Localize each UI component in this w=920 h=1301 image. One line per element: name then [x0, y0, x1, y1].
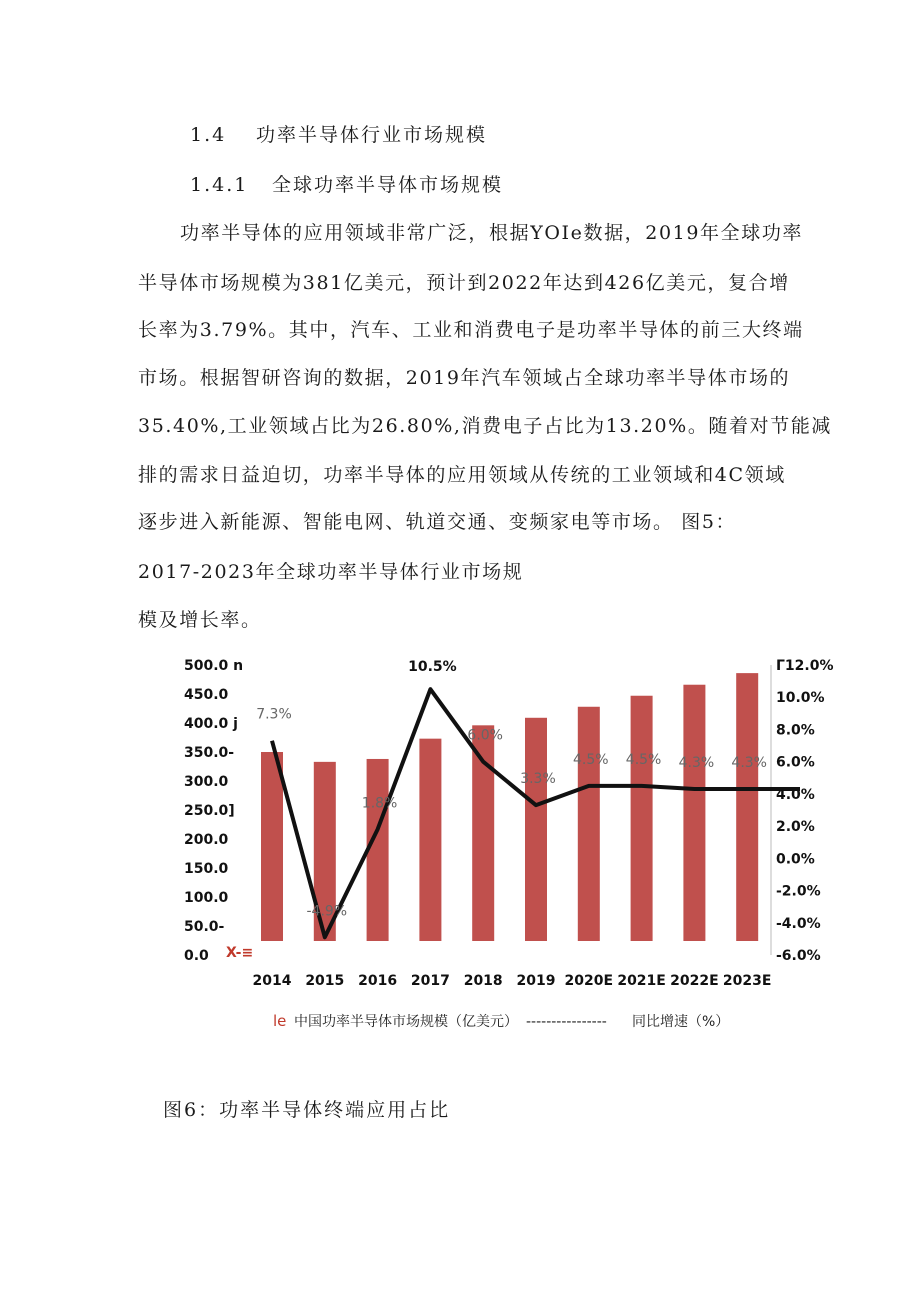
right-tick-label: 0.0% [776, 851, 815, 868]
growth-point-label: -4.9% [306, 903, 348, 920]
left-tick-label: 350.0- [184, 745, 235, 761]
chart-svg [180, 645, 840, 1045]
right-tick-label: -2.0% [776, 883, 821, 900]
paragraph-line: 半导体市场规模为381亿美元，预计到2022年达到426亿美元，复合增 [138, 272, 790, 294]
x-tick-label: 2015 [305, 973, 345, 989]
growth-point-label: 4.5% [573, 751, 609, 768]
left-axis-ticks [184, 658, 243, 964]
bar-2019 [525, 718, 547, 941]
growth-point-label: 1.8% [361, 795, 398, 812]
left-tick-label: 150.0 [184, 861, 229, 877]
growth-point-label: 4.3% [731, 755, 767, 772]
heading-title: 全球功率半导体市场规模 [272, 174, 504, 196]
paragraph-line: 排的需求日益迫切，功率半导体的应用领域从传统的工业领域和4C领域 [138, 464, 786, 486]
heading-number: 1.4.1 [190, 174, 249, 196]
x-tick-label: 2019 [516, 973, 556, 989]
right-tick-label: 8.0% [776, 722, 815, 739]
right-tick-label: -6.0% [776, 948, 821, 964]
right-tick-label: Γ12.0% [776, 658, 834, 674]
left-tick-label: 250.0] [184, 803, 235, 819]
section-heading-1-4 [190, 120, 487, 147]
left-tick-label: 50.0- [184, 919, 225, 935]
left-tick-label: 450.0 [184, 687, 229, 703]
left-tick-label: 0.0 [184, 948, 209, 964]
x-axis-ticks [253, 973, 772, 989]
right-axis-ticks [776, 658, 834, 964]
bar-2023E [736, 673, 758, 941]
paragraph-line: 功率半导体的应用领域非常广泛，根据YOIe数据，2019年全球功率 [180, 222, 804, 244]
right-tick-label: 2.0% [776, 819, 815, 836]
x-tick-label: 2017 [410, 973, 450, 989]
heading-title: 功率半导体行业市场规模 [256, 124, 488, 146]
paragraph-line: 市场。根据智研咨询的数据，2019年汽车领域占全球功率半导体市场的 [138, 367, 791, 389]
section-heading-1-4-1 [190, 170, 503, 197]
x-tick-label: 2020E [564, 973, 614, 989]
x-tick-label: 2023E [722, 973, 772, 989]
chart-legend [273, 1012, 729, 1030]
legend-line-label: 同比增速（%） [632, 1014, 730, 1030]
growth-point-label: 4.3% [678, 755, 715, 772]
x-tick-label: 2014 [252, 973, 292, 989]
bar-2017 [419, 739, 441, 941]
bar-2020E [578, 707, 600, 941]
paragraph-line: 长率为3.79%。其中，汽车、工业和消费电子是功率半导体的前三大终端 [138, 319, 804, 341]
left-tick-label: 200.0 [184, 832, 229, 848]
x-tick-label: 2016 [358, 973, 398, 989]
left-tick-label: 300.0 [184, 774, 229, 790]
growth-point-label: 4.5% [625, 751, 662, 768]
legend-dashes: ---------------- [526, 1014, 607, 1030]
paragraph-line: 35.40%,工业领域占比为26.80%,消费电子占比为13.20%。随着对节能减 [138, 415, 833, 437]
left-tick-label: 500.0 n [184, 658, 244, 674]
growth-point-label: 10.5% [408, 659, 457, 676]
bar-2014 [261, 752, 283, 941]
growth-point-label: 7.3% [256, 706, 292, 723]
left-tick-label: 400.0 j [184, 716, 238, 732]
figure-6-caption: 图6：功率半导体终端应用占比 [163, 1099, 451, 1121]
bar-series [261, 673, 758, 941]
right-tick-label: -4.0% [776, 915, 821, 932]
x-tick-label: 2018 [463, 973, 503, 989]
legend-marker: le [273, 1012, 287, 1030]
paragraph-line: 2017-2023年全球功率半导体行业市场规 [138, 561, 524, 583]
heading-number: 1.4 [190, 124, 227, 146]
paragraph-line: 逐步进入新能源、智能电网、轨道交通、变频家电等市场。 图5： [138, 511, 737, 533]
left-tick-label: 100.0 [184, 890, 229, 906]
paragraph-line: 模及增长率。 [138, 609, 262, 631]
axis-artifact-label: X-≡ [226, 945, 254, 961]
right-tick-label: 4.0% [776, 786, 815, 803]
bar-2021E [631, 696, 653, 941]
x-tick-label: 2021E [617, 973, 666, 989]
bar-2018 [472, 725, 494, 941]
legend-bar-label: 中国功率半导体市场规模（亿美元） [294, 1014, 518, 1030]
bar-2016 [367, 759, 389, 941]
right-tick-label: 10.0% [776, 690, 825, 707]
x-tick-label: 2022E [670, 973, 719, 989]
growth-point-label: 3.3% [520, 771, 556, 788]
bar-2022E [683, 685, 705, 941]
market-size-chart [180, 645, 840, 1045]
right-tick-label: 6.0% [776, 754, 815, 771]
growth-point-label: 6.0% [467, 727, 503, 744]
